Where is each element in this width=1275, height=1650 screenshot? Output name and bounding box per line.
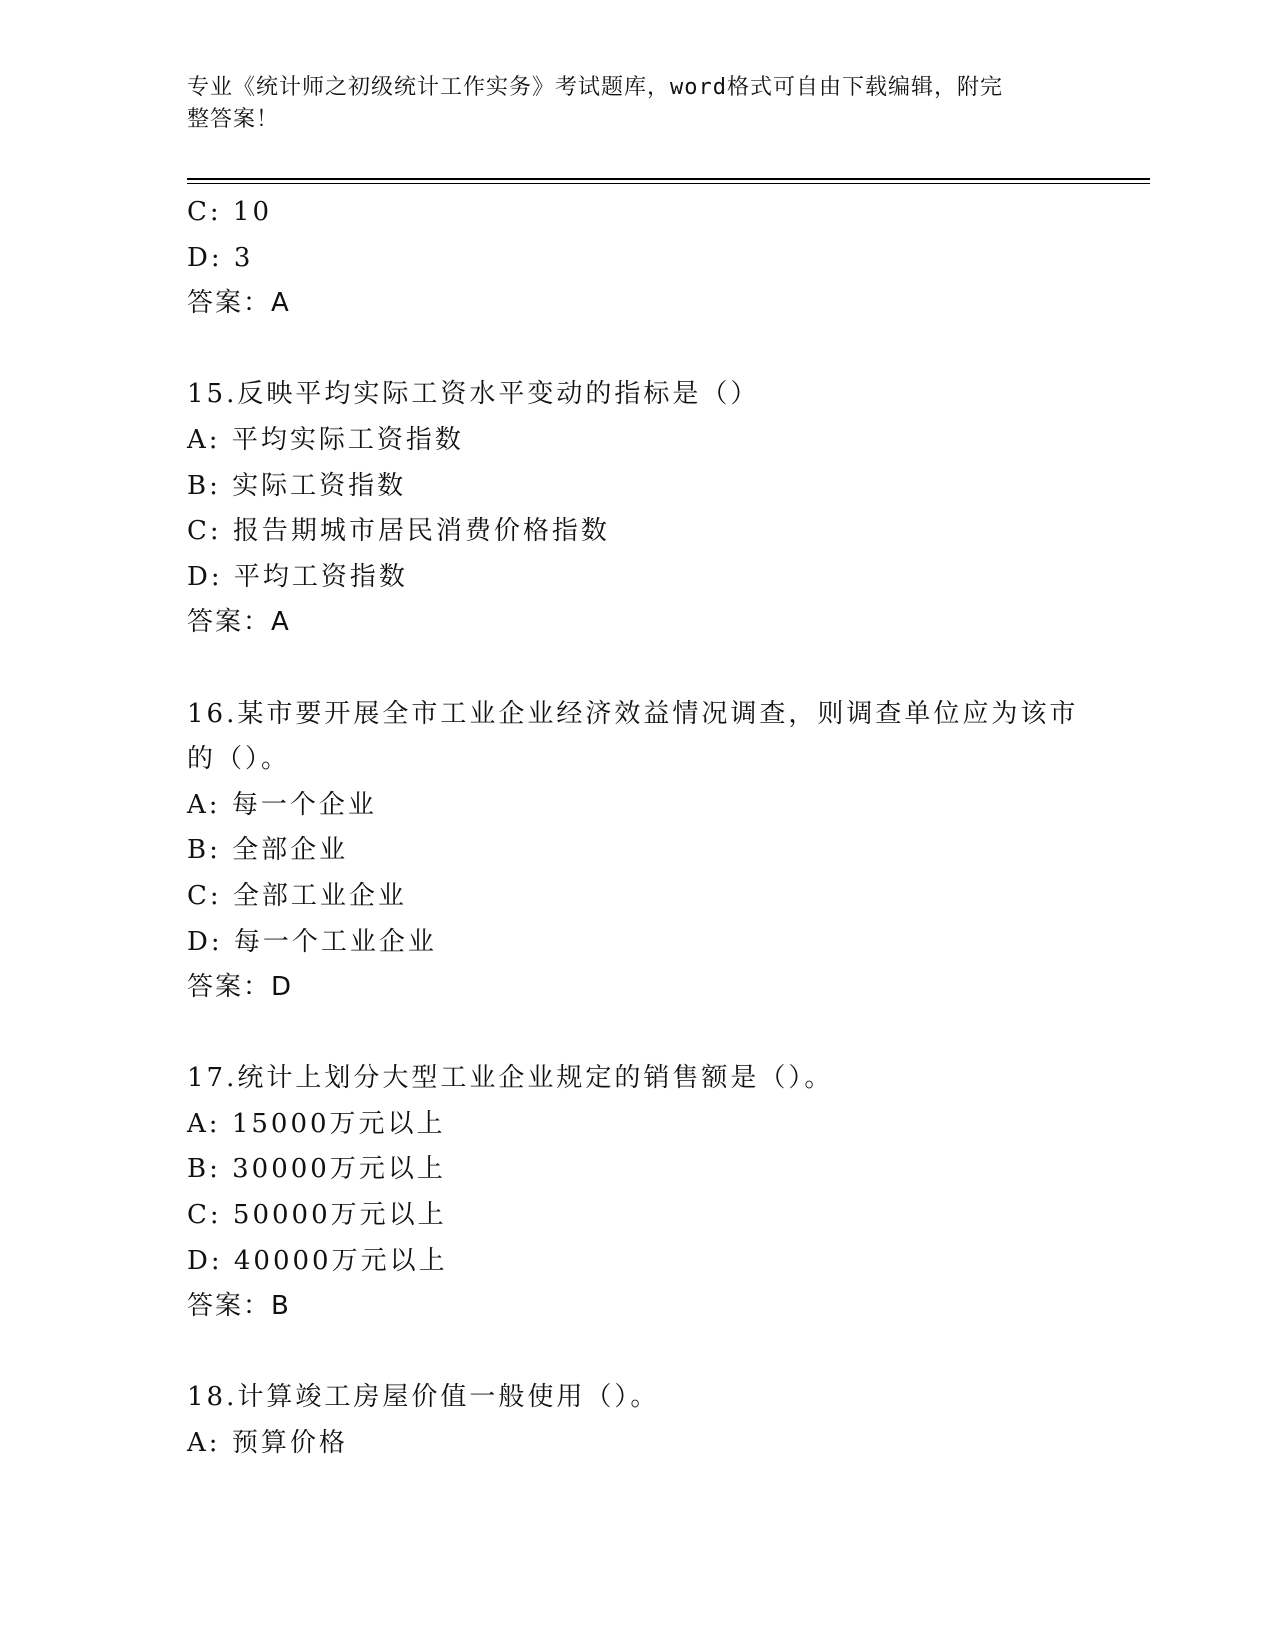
option-b	[187, 828, 1087, 874]
option-a	[187, 1102, 1087, 1148]
header-divider-thin	[187, 183, 1150, 184]
option-c	[187, 874, 1087, 920]
answer-line: 答案：A	[187, 288, 291, 319]
option-label: B:	[187, 470, 221, 501]
answer-line: 答案：D	[187, 972, 294, 1003]
option-text: 40000万元以上	[233, 1245, 448, 1276]
option-text: 10	[232, 197, 273, 227]
option-text: 预算价格	[231, 1428, 348, 1459]
option-a	[187, 783, 1087, 829]
option-text: 平均工资指数	[233, 561, 408, 592]
option-label: A:	[187, 1428, 221, 1459]
option-text: 30000万元以上	[232, 1154, 446, 1185]
option-text: 每一个企业	[231, 789, 377, 820]
question-18	[187, 1375, 1087, 1466]
question-17	[187, 1056, 1087, 1330]
question-list	[187, 190, 1087, 1467]
option-b	[187, 464, 1087, 510]
question-16	[187, 692, 1087, 1011]
option-label: C:	[187, 880, 222, 911]
option-d	[187, 555, 1087, 601]
option-label: A:	[187, 424, 221, 455]
question-15	[187, 372, 1087, 646]
option-a	[187, 1421, 1087, 1467]
option-d	[187, 236, 1087, 282]
option-label: B:	[187, 1154, 221, 1185]
option-text: 报告期城市居民消费价格指数	[232, 516, 610, 547]
option-text: 全部工业企业	[232, 880, 407, 911]
option-text: 15000万元以上	[231, 1108, 446, 1139]
option-d	[187, 920, 1087, 966]
spacer	[187, 1330, 1087, 1376]
option-label: C:	[187, 516, 222, 547]
answer-line: 答案：A	[187, 607, 291, 638]
option-text: 全部企业	[232, 835, 349, 866]
option-text: 50000万元以上	[232, 1200, 447, 1231]
option-label: D:	[187, 926, 223, 957]
option-text: 实际工资指数	[232, 470, 407, 501]
option-c	[187, 1193, 1087, 1239]
spacer	[187, 1011, 1087, 1057]
question-stem: 16.某市要开展全市工业企业经济效益情况调查，则调查单位应为该市	[187, 698, 1079, 729]
option-c	[187, 190, 1087, 236]
option-label: D:	[187, 1245, 223, 1276]
option-label: A:	[187, 1108, 221, 1139]
option-label: D:	[187, 242, 223, 273]
option-a	[187, 418, 1087, 464]
option-label: A:	[187, 789, 221, 820]
option-label: C:	[187, 1200, 222, 1231]
answer-line: 答案：B	[187, 1291, 291, 1322]
question-stem: 18.计算竣工房屋价值一般使用（）。	[187, 1382, 660, 1413]
option-d	[187, 1239, 1087, 1285]
header-divider-thick	[187, 178, 1150, 180]
option-label: D:	[187, 561, 223, 592]
option-c	[187, 509, 1087, 555]
option-b	[187, 1147, 1087, 1193]
question-stem: 17.统计上划分大型工业企业规定的销售额是（）。	[187, 1063, 834, 1094]
option-text: 每一个工业企业	[233, 926, 437, 957]
header-line-1: 专业《统计师之初级统计工作实务》考试题库，word格式可自由下载编辑，附完	[187, 75, 1003, 100]
document-header	[187, 72, 1067, 136]
spacer	[187, 646, 1087, 692]
option-text: 平均实际工资指数	[231, 424, 464, 455]
question-stem: 15.反映平均实际工资水平变动的指标是（）	[187, 379, 760, 410]
question-14-continued	[187, 190, 1087, 327]
spacer	[187, 327, 1087, 373]
option-label: C:	[187, 197, 222, 227]
option-text: 3	[233, 242, 254, 273]
question-stem-continued: 的（）。	[187, 744, 291, 775]
option-label: B:	[187, 835, 221, 866]
header-line-2: 整答案！	[187, 107, 280, 132]
